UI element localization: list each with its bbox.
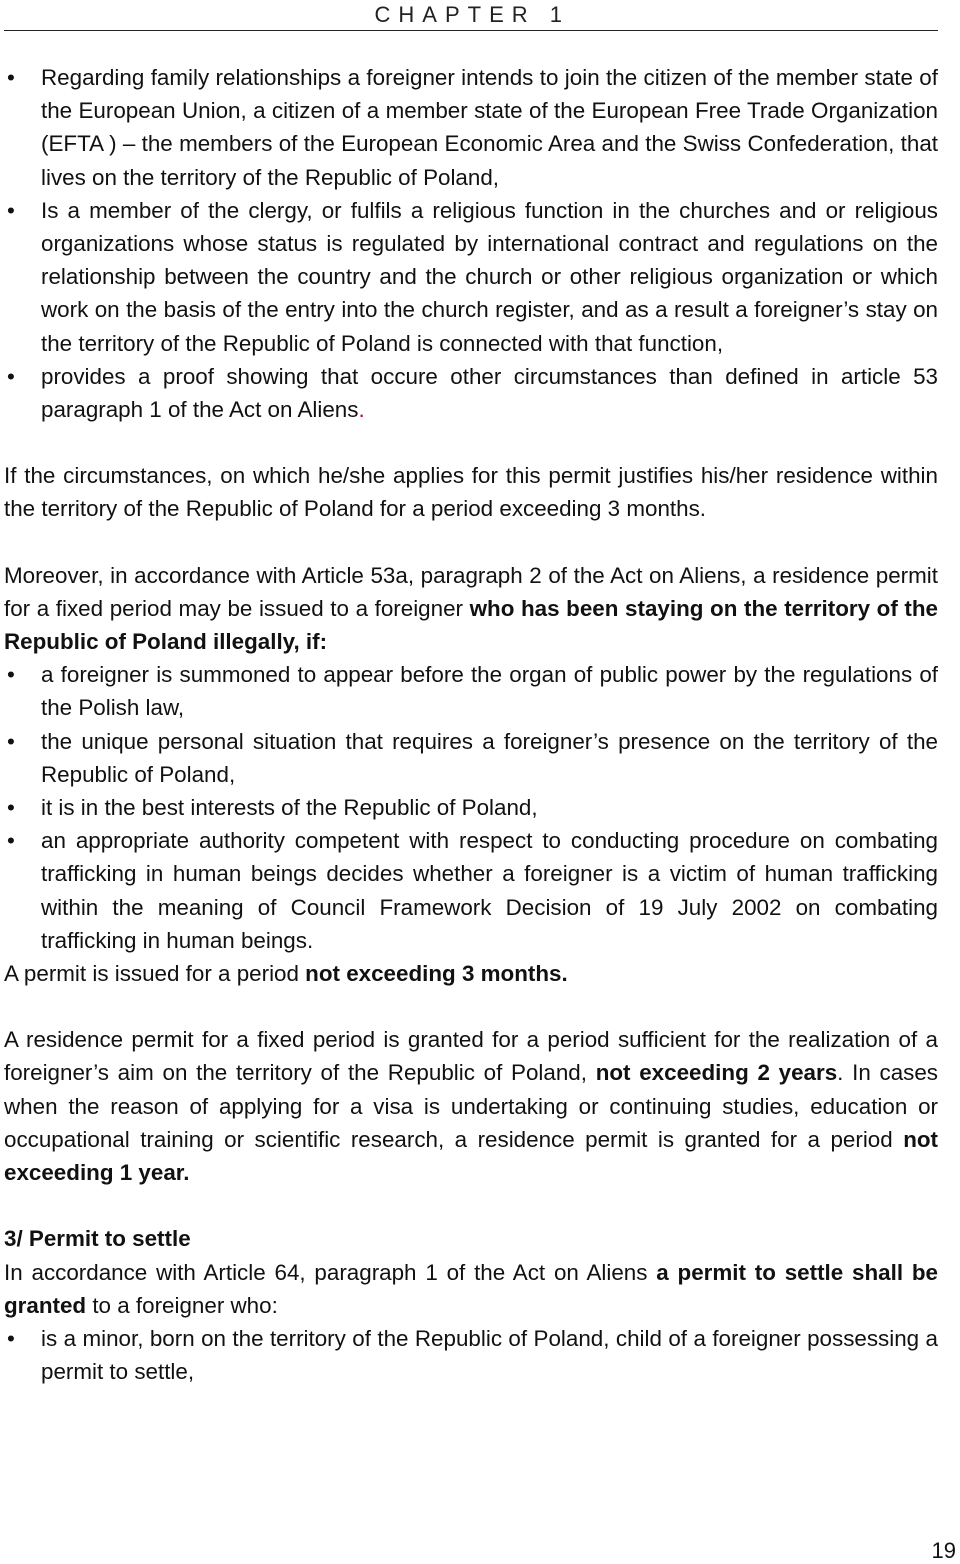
paragraph-text: A residence permit for a fixed period is granted for a period sufficient for the realization of a foreigner’s aim on the territory of the Republic of Poland, — [4, 1027, 938, 1086]
list-item-text: Regarding family relationships a foreigner intends to join the citizen of the member state of the European Union, a citizen of a member state of the European Free Trade Organization (EFTA ) – the members of the European Economic Area and the Swiss Confederation, that lives on the territory of the Republic of Poland, — [41, 65, 938, 190]
paragraph-bold-text: not exceeding 1 year. — [4, 1126, 938, 1186]
list-end-period: . — [358, 397, 365, 423]
chapter-label: CHAPTER 1 — [374, 2, 570, 27]
list-item — [4, 725, 938, 791]
list-item — [4, 194, 938, 360]
header-rule — [4, 30, 938, 31]
paragraph-text: A permit is issued for a period — [4, 961, 306, 987]
page-header — [0, 0, 938, 30]
illegal-stay-conditions-list — [4, 658, 938, 957]
page-content — [4, 61, 938, 1388]
paragraph-bold-text: not exceeding 3 months. — [305, 961, 568, 987]
list-item-text: a foreigner is summoned to appear before the organ of public power by the regulations of the Polish law, — [41, 662, 938, 721]
list-item — [4, 61, 938, 194]
list-item-text: is a minor, born on the territory of the Republic of Poland, child of a foreigner possessing a permit to settle, — [41, 1325, 938, 1385]
paragraph-text: to a foreigner who: — [86, 1292, 278, 1318]
spacer — [4, 1189, 938, 1222]
list-item-text: the unique personal situation that requires a foreigner’s presence on the territory of the Republic of Poland, — [41, 728, 938, 787]
list-item — [4, 360, 938, 426]
paragraph-text: Moreover, in accordance with Article 53a, paragraph 2 of the Act on Aliens, a residence permit for a fixed period may be issued to a foreigner — [4, 562, 938, 621]
paragraph-moreover — [4, 559, 938, 659]
section-heading: 3/ Permit to settle — [4, 1226, 191, 1252]
list-item-text: it is in the best interests of the Republic of Poland, — [41, 795, 538, 821]
spacer — [4, 526, 938, 559]
paragraph-fixed-period — [4, 1023, 938, 1189]
paragraph-bold-text: not exceeding 2 years — [595, 1060, 838, 1086]
paragraph-bold-text: a permit to settle shall be granted — [4, 1259, 938, 1318]
spacer — [4, 426, 938, 459]
list-item — [4, 658, 938, 724]
paragraph-text: In accordance with Article 64, paragraph 1 of the Act on Aliens — [4, 1259, 657, 1285]
family-conditions-list — [4, 61, 938, 426]
list-item-text: provides a proof showing that occure other circumstances than defined in article 53 paragraph 1 of the Act on Aliens — [41, 363, 938, 423]
settle-conditions-list — [4, 1322, 938, 1388]
paragraph-circumstances: If the circumstances, on which he/she applies for this permit justifies his/her residence within the territory of the Republic of Poland for a period exceeding 3 months. — [4, 463, 938, 522]
paragraph-issued — [4, 957, 938, 990]
spacer — [4, 990, 938, 1023]
list-item — [4, 1322, 938, 1388]
list-item — [4, 824, 938, 957]
paragraph-bold-text: who has been staying on the territory of the Republic of Poland illegally, if: — [4, 595, 938, 655]
page-number: 19 — [931, 1538, 956, 1563]
paragraph-settle-intro — [4, 1256, 938, 1322]
list-item-text: an appropriate authority competent with respect to conducting procedure on combating trafficking in human beings decides whether a foreigner is a victim of human trafficking within the meaning of Council Framework Decision of 19 July 2002 on combating trafficking in human beings. — [41, 828, 938, 953]
list-item-text: Is a member of the clergy, or fulfils a religious function in the churches and or religious organizations whose status is regulated by international contract and regulations on the relationship between the country and the church or other religious organization or which work on the basis of the entry into the church register, and as a result a foreigner’s stay on the territory of the Republic of Poland is connected with that function, — [41, 197, 938, 356]
paragraph-text: . In cases when the reason of applying for a visa is undertaking or continuing studies, education or occupational training or scientific research, a residence permit is granted for a period — [4, 1060, 938, 1152]
list-item — [4, 791, 938, 824]
